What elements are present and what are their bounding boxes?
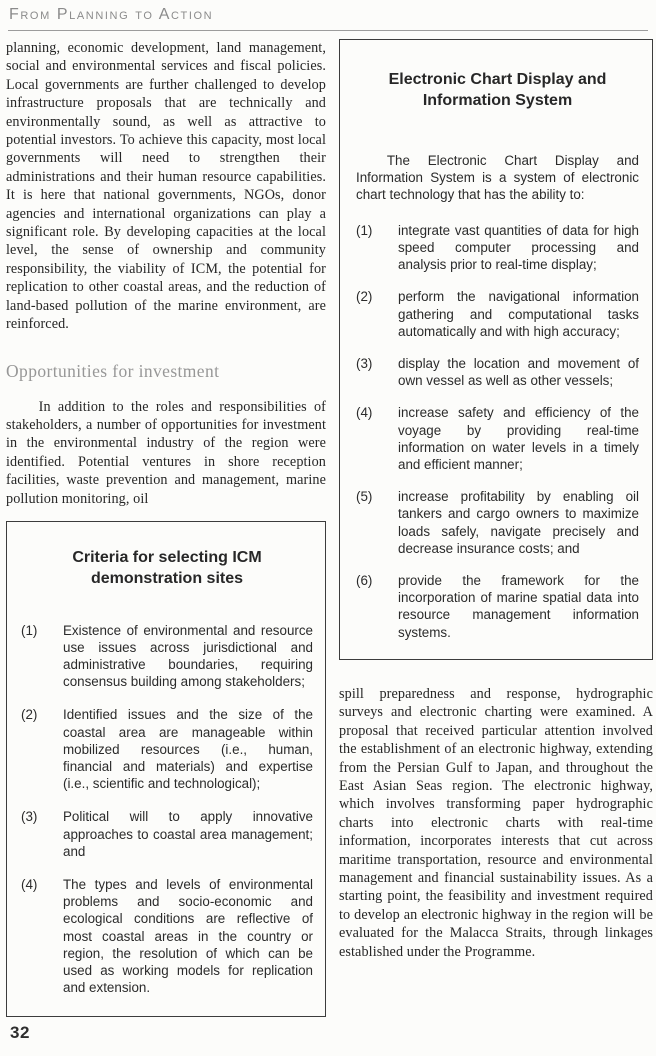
list-item: [21, 622, 313, 691]
body-paragraph: planning, economic development, land management, social and environmental services and fiscal policies. Local governments are further challenged to develop infrastructure proposals that are technically and environmentally sound, as well as attractive to potential investors. To achieve this capacity, most local governments will need to strengthen their administrations and their human resource capabilities. It is here that national governments, NGOs, donor agencies and international organizations can play a significant role. By developing capacities at the local level, the sense of ownership and community responsibility, the viability of ICM, the potential for replication to other coastal areas, and the reduction of land-based pollution of the marine environment, are reinforced.: [6, 40, 326, 333]
item-number: (2): [21, 707, 38, 723]
body-paragraph: spill preparedness and response, hydrographic surveys and electronic charting were examined. A proposal that received particular attention involved the establishment of an electronic highway, extending from the Persian Gulf to Japan, and throughout the East Asian Seas region. The electronic highway, which involves transforming paper hydrographic charts into electronic charts with real-time information, incorporates interests that cut across maritime transportation, resource and environmental management and financial sustainability issues. As a starting point, the feasibility and investment required to develop an electronic highway in the region will be evaluated for the Malacca Straits, through linkages established under the Programme.: [339, 685, 653, 960]
item-text: Political will to apply innovative approaches to coastal area management; and: [63, 809, 313, 859]
right-column: [339, 39, 653, 1017]
item-number: (6): [356, 573, 373, 589]
item-text: The types and levels of environmental problems and socio-economic and ecological conditions are reflective of most coastal areas in the country or region, the resolution of which can be used as working models for replication and extension.: [63, 876, 313, 996]
item-text: integrate vast quantities of data for high speed computer processing and analysis prior to real-time display;: [398, 222, 639, 273]
item-text: Identified issues and the size of the coastal area are manageable within mobilized resources (i.e., human, financial and materials) and expertise (i.e., scientific and technological);: [63, 707, 313, 792]
sidebar-box-intro: The Electronic Chart Display and Information System is a system of electronic chart technology that has the ability to:: [356, 152, 639, 203]
item-number: (3): [21, 809, 38, 825]
criteria-sidebar-box: [6, 521, 326, 1017]
sidebar-box-title: Criteria for selecting ICM demonstration sites: [72, 548, 262, 587]
item-number: (2): [356, 289, 373, 305]
item-text: Existence of environmental and resource use issues across jurisdictional and administrative boundaries, requiring consensus building among stakeholders;: [63, 622, 313, 690]
item-number: (3): [356, 356, 373, 372]
running-header: [0, 0, 656, 31]
item-number: (1): [356, 222, 373, 238]
item-number: (1): [21, 622, 38, 638]
item-text: increase profitability by enabling oil tankers and cargo owners to maximize loads safely, navigate precisely and decrease insurance costs; and: [398, 489, 639, 556]
section-heading: Opportunities for investment: [6, 360, 220, 381]
item-number: (4): [356, 405, 373, 421]
list-item: [356, 355, 639, 389]
sidebar-box-title: Electronic Chart Display and Information System: [388, 71, 607, 109]
ecdis-sidebar-box: [339, 39, 653, 660]
item-text: perform the navigational information gathering and computational tasks automatically and with high accuracy;: [398, 289, 639, 339]
running-header-title: From Planning to Action: [9, 6, 214, 23]
list-item: [21, 876, 313, 996]
list-item: [356, 488, 639, 557]
list-item: [21, 808, 313, 860]
two-column-body: [0, 31, 656, 1017]
item-text: display the location and movement of own vessel as well as other vessels;: [398, 356, 639, 389]
list-item: [356, 222, 639, 274]
item-number: (5): [356, 489, 373, 505]
list-item: [21, 706, 313, 792]
item-text: provide the framework for the incorporation of marine spatial data into resource management information systems.: [398, 573, 639, 640]
body-paragraph: In addition to the roles and responsibilities of stakeholders, a number of opportunities for investment in the environmental industry of the region were identified. Potential ventures in shore reception facilities, waste prevention and management, marine pollution monitoring, oil: [6, 398, 326, 507]
list-item: [356, 572, 639, 641]
list-item: [356, 404, 639, 473]
page-number: 32: [10, 1023, 30, 1042]
item-text: increase safety and efficiency of the voyage by providing real-time information on water levels in a timely and efficient manner;: [398, 405, 639, 473]
left-column: [6, 39, 326, 1017]
item-number: (4): [21, 876, 38, 892]
list-item: [356, 288, 639, 340]
